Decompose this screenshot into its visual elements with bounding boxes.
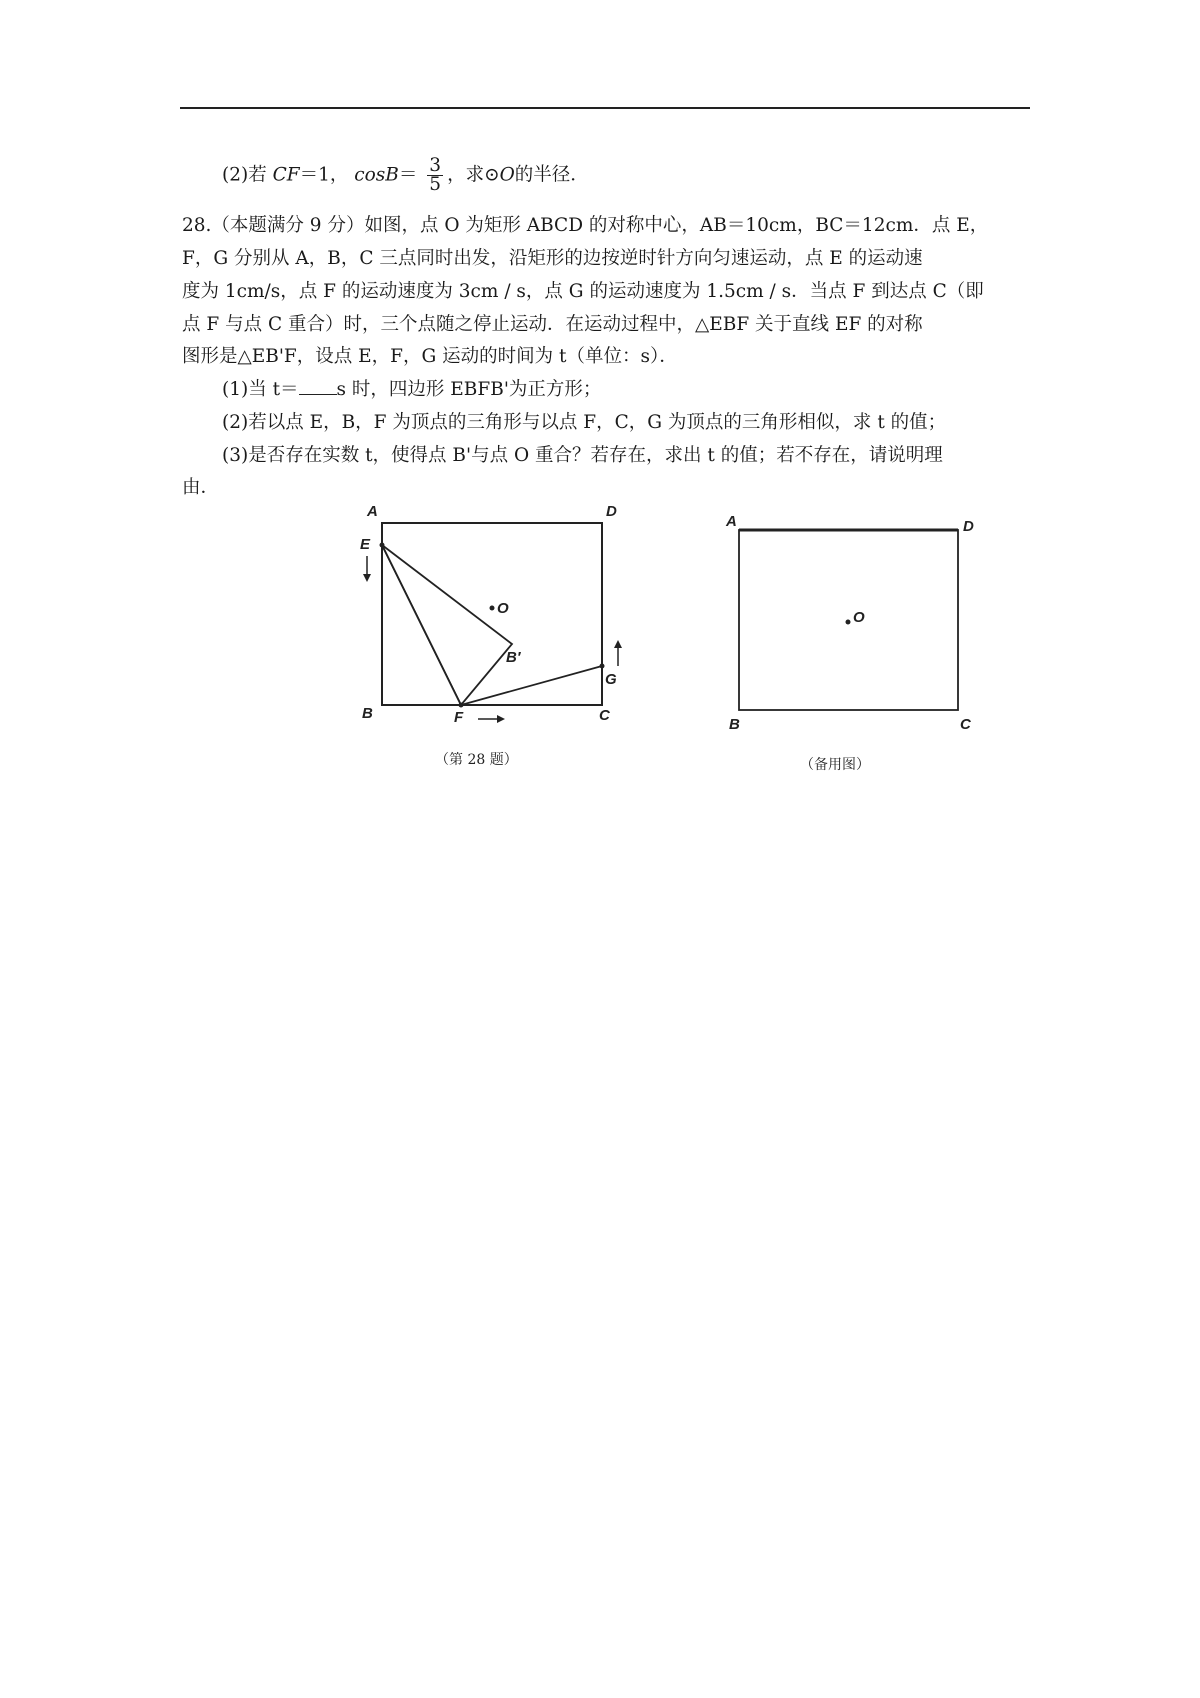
q28-line-1: 28.（本题满分 9 分）如图，点 O 为矩形 ABCD 的对称中心，AB＝10cm，BC＝12cm．点 E， [182,215,989,236]
q28-sub3-end: 由． [182,477,220,498]
label-a: A [367,503,378,520]
label-c-spare: C [960,716,971,733]
point-o [490,606,495,611]
point-g [600,664,605,669]
label-d: D [606,503,617,520]
point-o-spare [846,620,851,625]
arrow-e-head [363,574,371,582]
label-g: G [605,671,617,688]
label-b: B [362,705,373,722]
rectangle-abcd [382,523,602,705]
q28-line-3: 度为 1cm/s，点 F 的运动速度为 3cm / s，点 G 的运动速度为 1.5cm / s．当点 F 到达点 C（即 [182,281,984,302]
label-b-spare: B [729,716,740,733]
arrow-g-head [614,640,622,648]
answer-blank[interactable] [299,378,337,395]
figure-spare-caption: （备用图） [800,757,870,773]
triangle-eb-f [382,545,512,705]
figure-28-caption: （第 28 题） [435,752,518,768]
label-c: C [599,707,610,724]
label-a-spare: A [726,513,737,530]
label-o: O [497,600,509,617]
point-f [459,703,464,708]
fraction-3-5: $\frac{3}{5}$ [429,155,442,195]
point-e [380,543,385,548]
header-rule [180,107,1030,109]
q28-sub1: (1)当 t＝ s 时，四边形 EBFB'为正方形； [222,379,602,400]
q28-line-4: 点 F 与点 C 重合）时，三个点随之停止运动．在运动过程中，△EBF 关于直线 EF 的对称 [182,314,923,335]
q28-sub3: (3)是否存在实数 t，使得点 B'与点 O 重合？若存在，求出 t 的值；若不存在，请说明理 [222,445,943,466]
q28-sub2: (2)若以点 E，B，F 为顶点的三角形与以点 F，C，G 为顶点的三角形相似，求 t 的值； [222,412,947,433]
figure-spare [720,505,980,790]
label-b-prime: B′ [506,649,521,666]
label-o-spare: O [853,609,865,626]
line-fg [461,666,602,705]
label-d-spare: D [963,518,974,535]
figure-28 [355,500,665,785]
line-ef [382,545,461,705]
label-e: E [360,536,371,553]
label-f: F [454,709,464,726]
q27-part2: (2)若 CF＝1， cosB＝ $\frac{3}{5}$ ，求⊙O的半径． [222,155,589,195]
arrow-f-head [497,715,505,723]
q28-line-2: F，G 分别从 A，B，C 三点同时出发，沿矩形的边按逆时针方向匀速运动，点 E 的运动速 [182,248,923,269]
q28-line-5: 图形是△EB'F，设点 E，F，G 运动的时间为 t（单位：s）． [182,346,678,367]
